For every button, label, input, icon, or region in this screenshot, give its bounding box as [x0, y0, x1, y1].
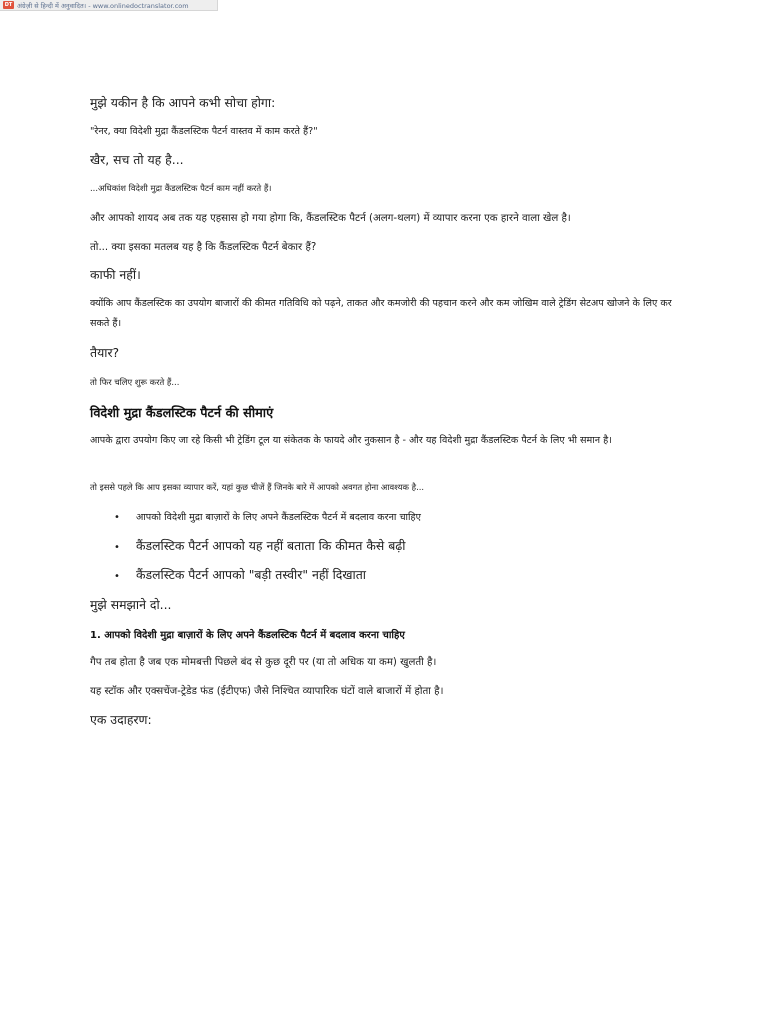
- list-item: [114, 566, 366, 583]
- list-item: [114, 510, 421, 523]
- paragraph-quote: "रेनर, क्या विदेशी मुद्रा कैंडलस्टिक पैटर्न वास्तव में काम करते हैं?": [90, 126, 318, 137]
- translator-banner-text[interactable]: अंग्रेज़ी से हिन्दी में अनुवादित। - www.onlinedoctranslator.com: [17, 1, 189, 10]
- bullet-marker: •: [114, 542, 120, 553]
- bullet-marker: •: [114, 512, 120, 523]
- paragraph-lets-start: तो फिर चलिए शुरू करते हैं...: [90, 377, 180, 387]
- subsection-heading-adjust: 1. आपको विदेशी मुद्रा बाज़ारों के लिए अपने कैंडलस्टिक पैटर्न में बदलाव करना चाहिए: [90, 630, 405, 641]
- paragraph-because: क्योंकि आप कैंडलस्टिक का उपयोग बाजारों की कीमत गतिविधि को पढ़ने, ताकत और कमजोरी की पहचान करने और कम जोखिम वाले ट्रेडिंग सेटअप खोजने के लिए कर सकते हैं।: [90, 298, 672, 329]
- paragraph-example: एक उदाहरण:: [90, 712, 152, 727]
- list-item: [114, 537, 406, 554]
- section-heading-limitations: विदेशी मुद्रा कैंडलस्टिक पैटर्न की सीमाएं: [90, 406, 274, 421]
- paragraph-ready: तैयार?: [90, 345, 120, 360]
- paragraph-pros-cons: आपके द्वारा उपयोग किए जा रहे किसी भी ट्रेडिंग टूल या संकेतक के फायदे और नुकसान है - और यह विदेशी मुद्रा कैंडलस्टिक पैटर्न के लिए भी समान है।: [90, 435, 612, 446]
- paragraph-gap: गैप तब होता है जब एक मोमबत्ती पिछले बंद से कुछ दूरी पर (या तो अधिक या कम) खुलती है।: [90, 657, 437, 668]
- list-item-text: आपको विदेशी मुद्रा बाज़ारों के लिए अपने कैंडलस्टिक पैटर्न में बदलाव करना चाहिए: [136, 512, 421, 523]
- paragraph-truth: खैर, सच तो यह है...: [90, 152, 184, 167]
- translator-logo-icon: DT: [4, 2, 13, 8]
- translator-banner[interactable]: [0, 0, 218, 11]
- paragraph-losing-game: और आपको शायद अब तक यह एहसास हो गया होगा कि, कैंडलस्टिक पैटर्न (अलग-थलग) में व्यापार करना एक हारने वाला खेल है।: [90, 213, 571, 224]
- bullet-marker: •: [114, 571, 120, 582]
- paragraph-before-trading: तो इससे पहले कि आप इसका व्यापार करें, यहां कुछ चीजें हैं जिनके बारे में आपको अवगत होना आवश्यक है...: [90, 482, 425, 492]
- paragraph-explain: मुझे समझाने दो...: [90, 597, 172, 612]
- list-item-text: कैंडलस्टिक पैटर्न आपको यह नहीं बताता कि कीमत कैसे बढ़ी: [136, 538, 406, 553]
- paragraph-markets: यह स्टॉक और एक्सचेंज-ट्रेडेड फंड (ईटीएफ) जैसे निश्चित व्यापारिक घंटों वाले बाजारों में होता है।: [90, 686, 444, 697]
- paragraph-most-patterns: ...अधिकांश विदेशी मुद्रा कैंडलस्टिक पैटर्न काम नहीं करते हैं।: [90, 183, 272, 193]
- paragraph-not-quite: काफी नहीं।: [90, 267, 141, 282]
- paragraph-question: तो... क्या इसका मतलब यह है कि कैंडलस्टिक पैटर्न बेकार हैं?: [90, 242, 317, 253]
- paragraph-intro: मुझे यकीन है कि आपने कभी सोचा होगा:: [90, 95, 276, 110]
- list-item-text: कैंडलस्टिक पैटर्न आपको "बड़ी तस्वीर" नहीं दिखाता: [136, 567, 366, 582]
